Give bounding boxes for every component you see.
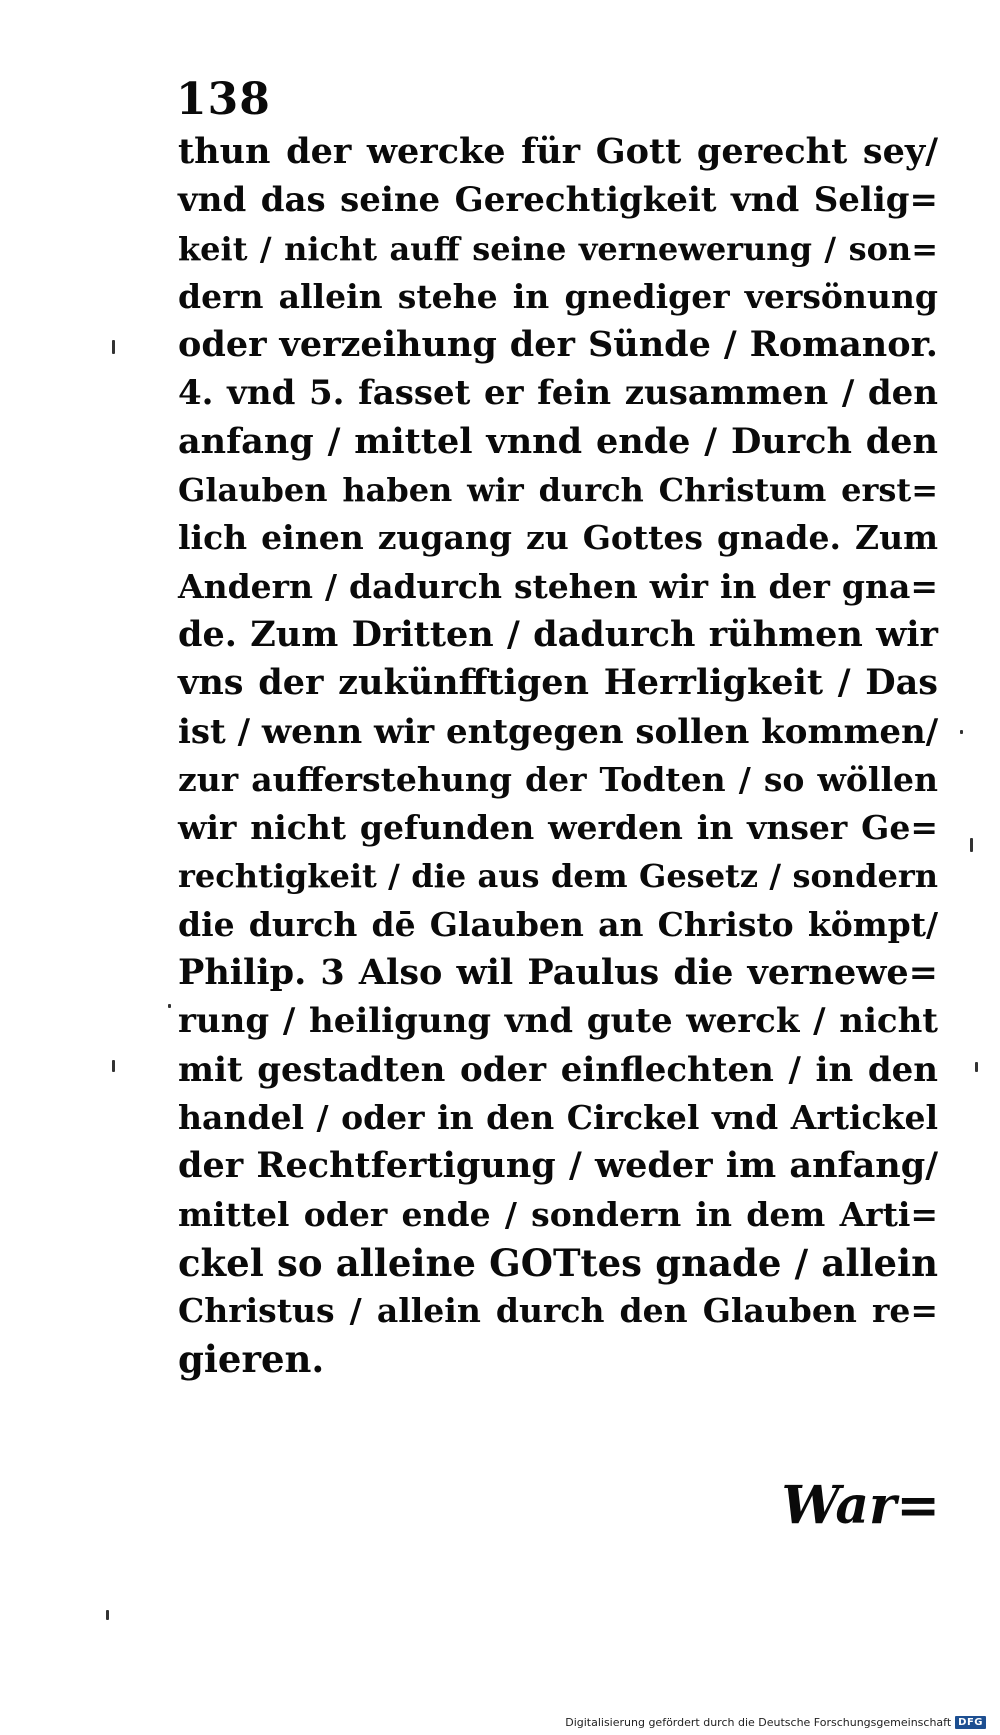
catchword: War= (781, 1475, 940, 1536)
text-line: rechtigkeit / die aus dem Gesetz / sondern (178, 857, 938, 896)
footer-credit: Digitalisierung gefördert durch die Deutsche Forschungsgemeinschaft (565, 1716, 952, 1729)
text-line: keit / nicht auff seine vernewerung / son= (178, 229, 938, 268)
text-line: de. Zum Dritten / dadurch rühmen wir (178, 613, 938, 655)
text-line: 4. vnd 5. fasset er fein zusammen / den (178, 373, 938, 414)
text-line: mittel oder ende / sondern in dem Arti= (178, 1194, 938, 1234)
text-line: Glauben haben wir durch Christum erst= (178, 471, 938, 510)
text-line: Philip. 3 Also wil Paulus die vernewe= (178, 952, 938, 994)
text-line: lich einen zugang zu Gottes gnade. Zum (178, 518, 938, 558)
text-line: wir nicht gefunden werden in vnser Ge= (178, 808, 938, 848)
text-line: die durch dē Glauben an Christo kömpt/ (178, 904, 938, 944)
scan-speck (960, 730, 963, 734)
text-line: ist / wenn wir entgegen sollen kommen/ (178, 711, 939, 752)
text-line: oder verzeihung der Sünde / Romanor. (178, 324, 938, 366)
scan-speck (106, 1610, 109, 1620)
text-line: vns der zukünfftigen Herrligkeit / Das (178, 662, 938, 704)
text-line: gieren. (178, 1337, 325, 1382)
text-line: vnd das seine Gerechtigkeit vnd Selig= (178, 180, 938, 221)
text-line: mit gestadten oder einflechten / in den (178, 1049, 938, 1090)
text-line: Christus / allein durch den Glauben re= (178, 1291, 938, 1331)
text-line: zur aufferstehung der Todten / so wöllen (178, 759, 938, 799)
text-line: ckel so alleine GOTtes gnade / allein (178, 1240, 938, 1285)
scan-speck (112, 340, 115, 354)
text-line: anfang / mittel vnnd ende / Durch den (178, 420, 938, 462)
text-line: Andern / dadurch stehen wir in der gna= (178, 566, 938, 606)
dfg-logo: DFG (955, 1716, 986, 1729)
digitization-footer (565, 1716, 986, 1729)
text-line: thun der wercke für Gott gerecht sey/ (178, 131, 938, 172)
scan-speck (970, 838, 973, 852)
scan-speck (112, 1060, 115, 1072)
text-line: rung / heiligung vnd gute werck / nicht (178, 1001, 938, 1042)
scan-speck (168, 1004, 171, 1008)
scan-speck (975, 1062, 978, 1072)
body-text (178, 128, 938, 1384)
text-line: handel / oder in den Circkel vnd Artickel (178, 1097, 938, 1137)
text-line: dern allein stehe in gnediger versönung (178, 276, 938, 316)
text-line: der Rechtfertigung / weder im anfang/ (178, 1145, 938, 1187)
page-number: 138 (176, 74, 271, 125)
